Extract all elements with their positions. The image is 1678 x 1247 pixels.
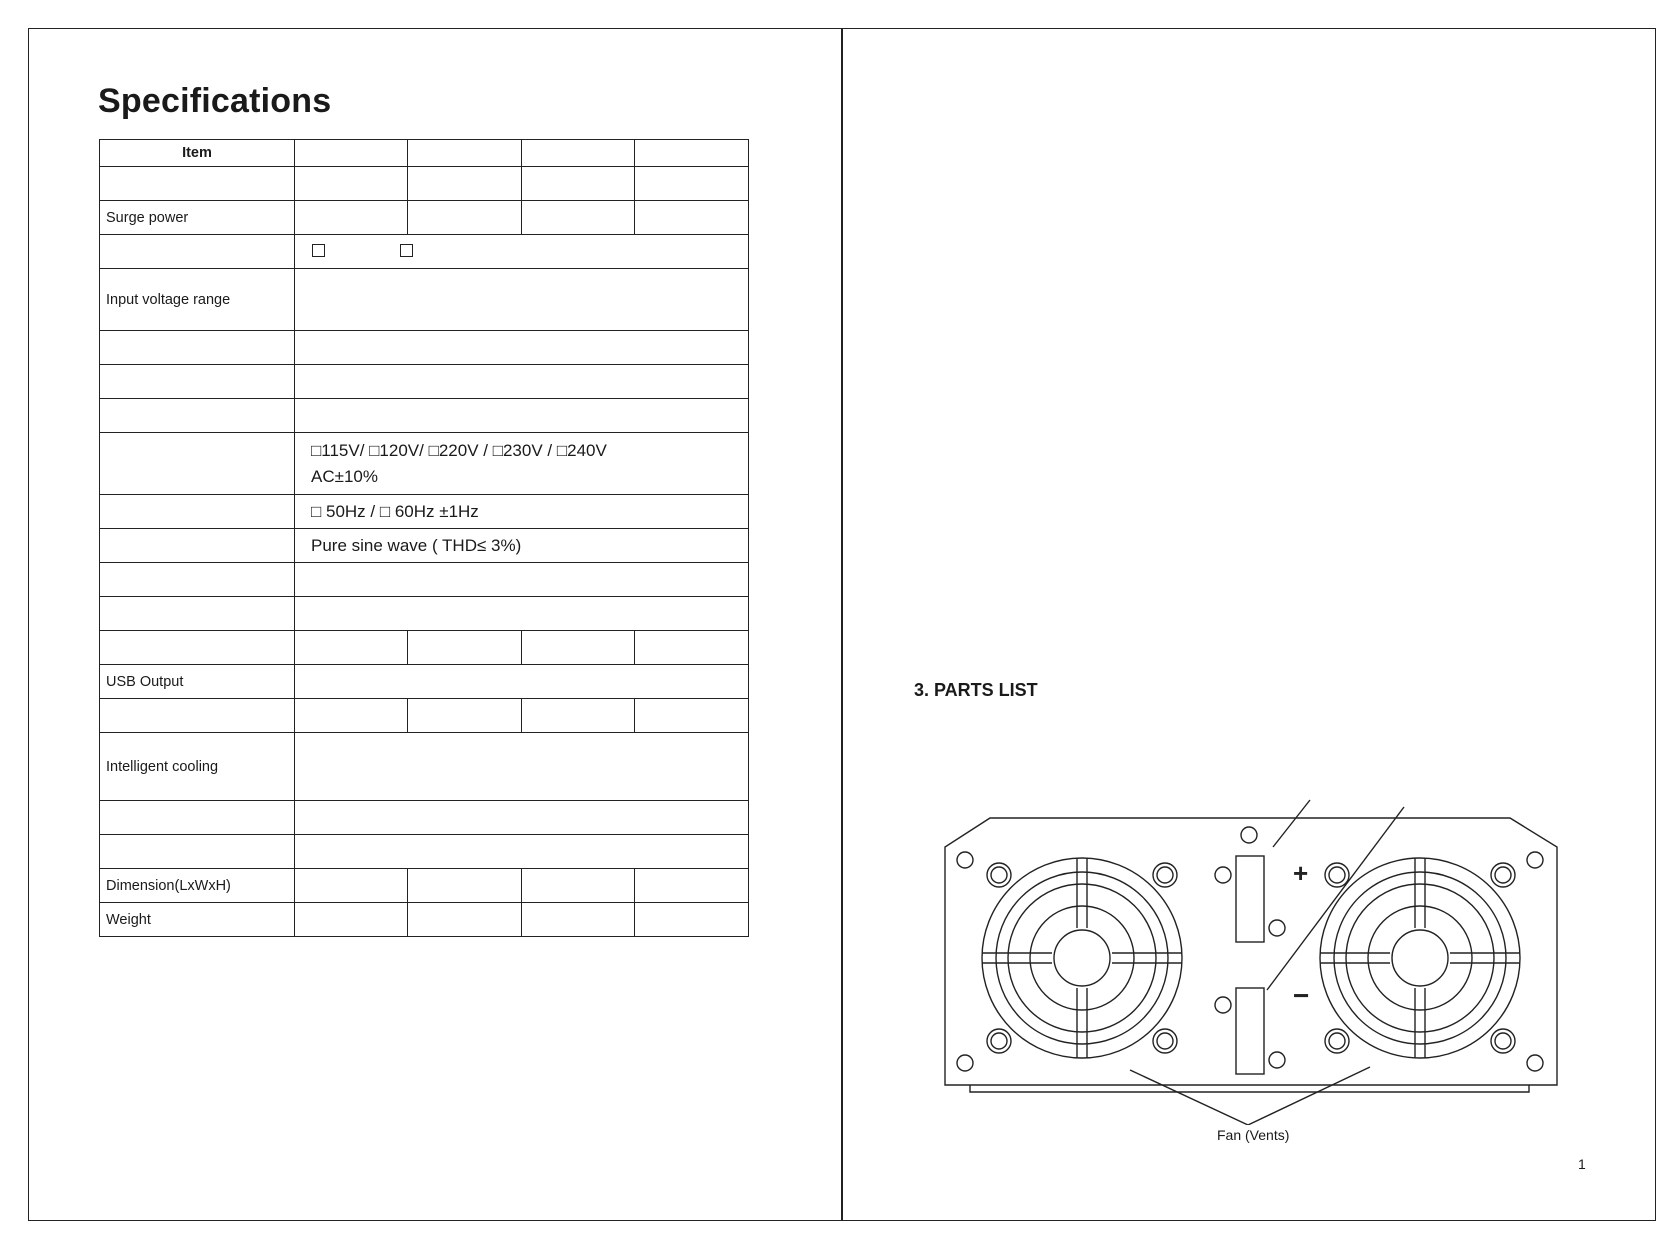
table-cell <box>100 699 295 733</box>
output-voltage-options: □115V/ □120V/ □220V / □230V / □240V <box>311 440 607 460</box>
table-cell <box>635 201 749 235</box>
table-cell <box>635 140 749 167</box>
table-cell <box>408 201 522 235</box>
table-cell <box>408 631 522 665</box>
table-cell <box>408 699 522 733</box>
spec-table <box>99 139 749 937</box>
page-number: 1 <box>1578 1156 1586 1172</box>
table-cell <box>295 631 408 665</box>
fan-left <box>982 858 1182 1058</box>
corner-hole <box>957 852 973 868</box>
table-cell <box>295 365 749 399</box>
plus-symbol: + <box>1293 858 1309 888</box>
row-label-usb-output: USB Output <box>100 665 295 699</box>
table-row <box>100 399 749 433</box>
parts-list-title: 3. PARTS LIST <box>914 680 1038 700</box>
table-row <box>100 597 749 631</box>
inverter-body-outline <box>945 818 1557 1085</box>
table-cell <box>522 140 635 167</box>
positive-terminal <box>1236 856 1264 942</box>
table-row <box>100 365 749 399</box>
table-cell <box>295 167 408 201</box>
table-cell <box>100 235 295 269</box>
table-cell <box>295 665 749 699</box>
terminal-screw <box>1215 997 1231 1013</box>
row-label-intelligent-cooling: Intelligent cooling <box>100 733 295 801</box>
row-label-dimension: Dimension(LxWxH) <box>100 869 295 903</box>
negative-terminal <box>1236 988 1264 1074</box>
header-item: Item <box>100 140 295 167</box>
checkbox-option-2[interactable] <box>400 244 413 257</box>
page-title: Specifications <box>98 82 332 120</box>
table-cell <box>100 835 295 869</box>
table-row <box>100 529 749 563</box>
row-label-surge-power: Surge power <box>100 201 295 235</box>
table-cell <box>408 903 522 937</box>
fan-vents-label: Fan (Vents) <box>1217 1127 1290 1143</box>
table-cell <box>635 699 749 733</box>
minus-symbol: − <box>1293 980 1310 1011</box>
terminal-screw <box>1215 867 1231 883</box>
leader-line-fan-left <box>1130 1070 1248 1125</box>
table-cell <box>295 869 408 903</box>
table-cell <box>295 563 749 597</box>
table-cell <box>295 269 749 331</box>
corner-hole <box>1527 1055 1543 1071</box>
terminal-screw <box>1269 920 1285 936</box>
table-cell <box>100 529 295 563</box>
table-cell <box>100 563 295 597</box>
row-label-input-voltage-range: Input voltage range <box>100 269 295 331</box>
leader-line-plus <box>1273 800 1310 847</box>
table-row <box>100 733 749 801</box>
terminal-screw <box>1269 1052 1285 1068</box>
table-cell <box>295 201 408 235</box>
table-cell <box>100 801 295 835</box>
row-label-weight: Weight <box>100 903 295 937</box>
table-cell <box>295 835 749 869</box>
table-cell <box>635 167 749 201</box>
inverter-front-diagram <box>930 795 1560 1125</box>
table-cell <box>295 399 749 433</box>
table-cell <box>522 167 635 201</box>
table-row <box>100 167 749 201</box>
table-cell <box>100 399 295 433</box>
table-cell <box>295 597 749 631</box>
table-cell <box>408 140 522 167</box>
table-cell <box>522 699 635 733</box>
table-row <box>100 433 749 495</box>
fan-right <box>1320 858 1520 1058</box>
output-voltage-cell <box>295 433 749 495</box>
table-row <box>100 563 749 597</box>
table-cell <box>295 801 749 835</box>
table-cell <box>295 733 749 801</box>
table-cell <box>635 869 749 903</box>
table-header-row <box>100 140 749 167</box>
table-cell <box>295 903 408 937</box>
table-cell <box>522 201 635 235</box>
table-row <box>100 665 749 699</box>
output-voltage-tolerance: AC±10% <box>311 466 378 486</box>
table-cell <box>100 167 295 201</box>
table-cell <box>100 331 295 365</box>
output-frequency-cell: □ 50Hz / □ 60Hz ±1Hz <box>295 495 749 529</box>
table-cell <box>635 631 749 665</box>
waveform-cell: Pure sine wave ( THD≤ 3%) <box>295 529 749 563</box>
table-cell <box>100 365 295 399</box>
table-cell <box>408 167 522 201</box>
table-cell <box>100 631 295 665</box>
leader-line-fan-right <box>1248 1067 1370 1125</box>
table-cell <box>408 869 522 903</box>
table-cell <box>522 631 635 665</box>
terminal-screw <box>1241 827 1257 843</box>
checkbox-row <box>295 235 749 269</box>
table-cell <box>100 597 295 631</box>
table-cell <box>100 495 295 529</box>
table-row <box>100 869 749 903</box>
corner-hole <box>1527 852 1543 868</box>
table-cell <box>100 433 295 495</box>
table-row <box>100 331 749 365</box>
table-row <box>100 495 749 529</box>
table-row <box>100 801 749 835</box>
table-row <box>100 631 749 665</box>
checkbox-option-1[interactable] <box>312 244 325 257</box>
table-row <box>100 269 749 331</box>
table-cell <box>295 699 408 733</box>
table-row <box>100 699 749 733</box>
table-cell <box>295 140 408 167</box>
corner-hole <box>957 1055 973 1071</box>
table-cell <box>635 903 749 937</box>
table-row <box>100 235 749 269</box>
table-cell <box>522 869 635 903</box>
table-cell <box>522 903 635 937</box>
table-row <box>100 835 749 869</box>
table-cell <box>295 331 749 365</box>
table-row <box>100 201 749 235</box>
table-row <box>100 903 749 937</box>
page-divider <box>841 28 843 1221</box>
inverter-base <box>970 1085 1529 1092</box>
